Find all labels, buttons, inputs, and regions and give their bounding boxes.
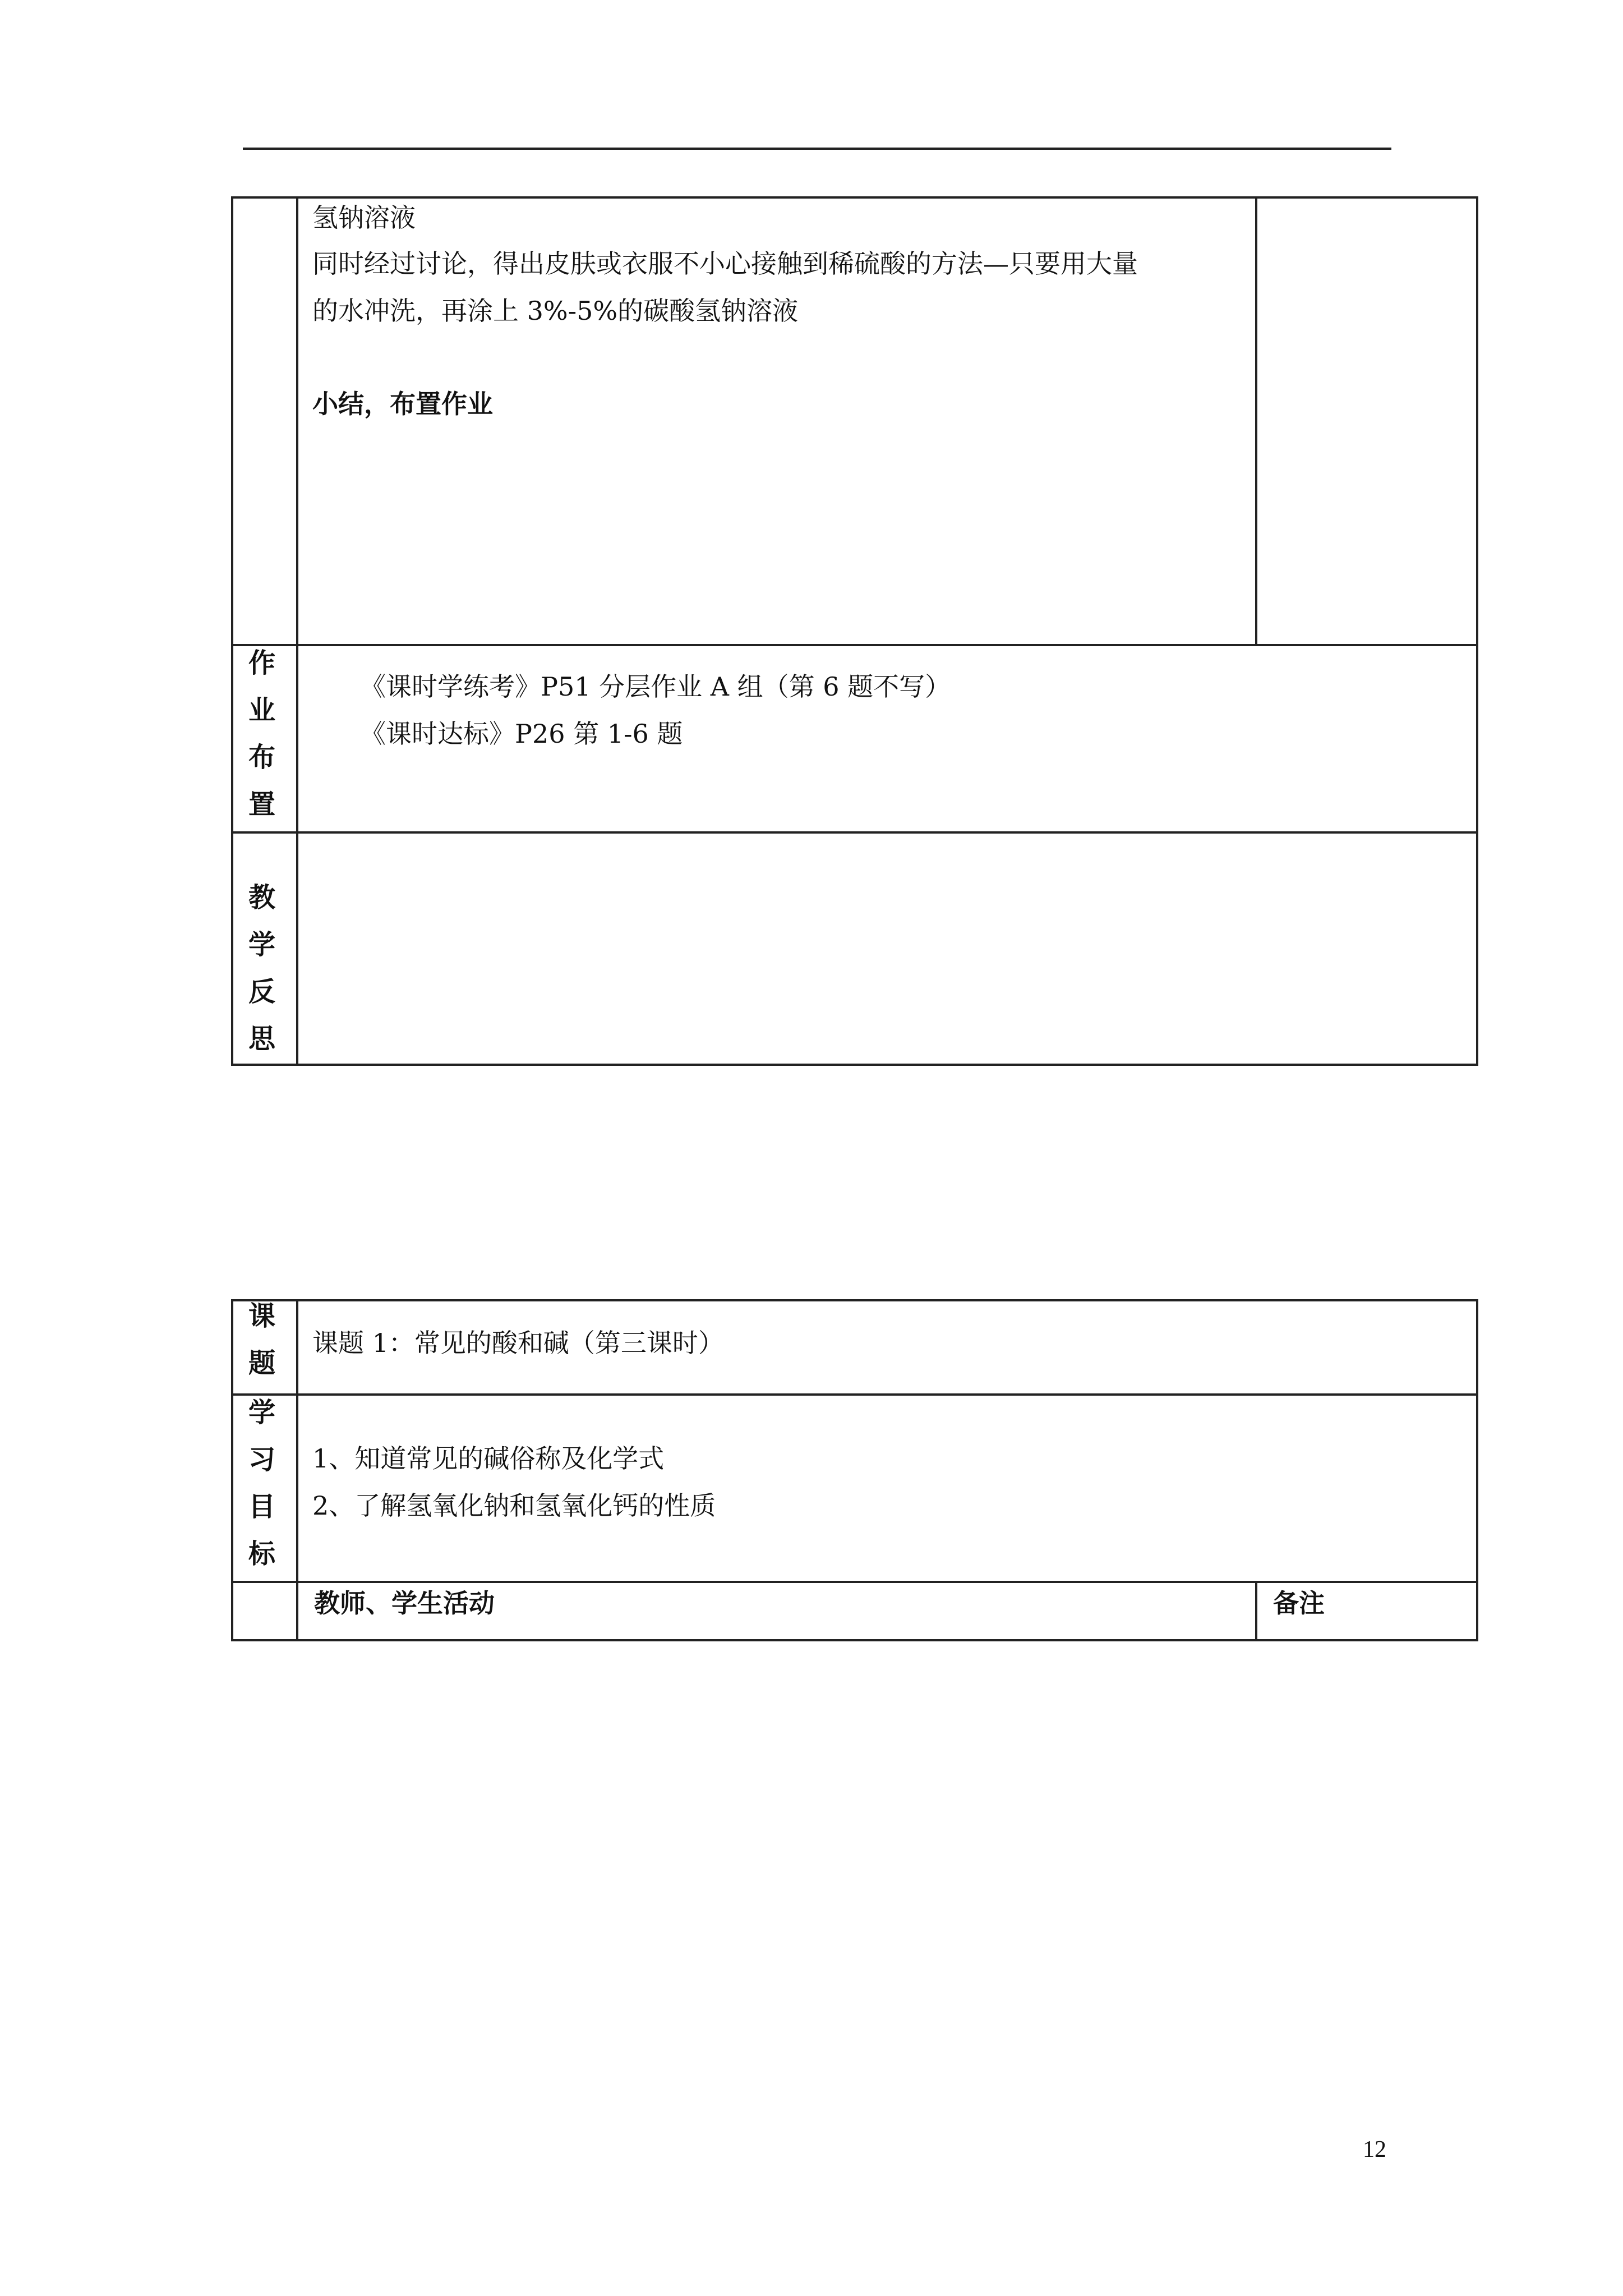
activity-label-cell [231,1581,298,1641]
homework-line: 《课时学练考》P51 分层作业 A 组（第 6 题不写） [360,671,951,702]
left-label-cell [231,196,298,646]
label-char: 教 [248,882,275,913]
continued-text-line: 的水冲洗，再涂上 3%-5%的碳酸氢钠溶液 [312,296,799,326]
reflection-label [248,874,276,1062]
notes-header: 备注 [1273,1588,1325,1618]
goal-item: 2、了解氢氧化钠和氢氧化钙的性质 [312,1490,716,1521]
homework-label [248,639,276,828]
label-char: 置 [248,789,275,820]
notes-cell [1255,196,1478,646]
label-char: 作 [248,647,275,679]
goals-label [248,1389,276,1577]
page-number: 12 [1363,2137,1386,2162]
label-char: 布 [248,742,275,773]
continued-text-line: 氢钠溶液 [312,203,416,233]
label-char: 标 [248,1538,275,1570]
continued-text-line: 同时经过讨论，得出皮肤或衣服不小心接触到稀硫酸的方法—只要用大量 [312,249,1138,279]
topic-value: 课题 1：常见的酸和碱（第三课时） [312,1328,724,1358]
label-char: 题 [248,1347,275,1379]
header-rule [243,148,1391,150]
label-char: 业 [248,694,275,726]
label-char: 思 [248,1023,275,1055]
homework-line: 《课时达标》P26 第 1-6 题 [360,719,683,749]
label-char: 学 [248,1397,275,1428]
label-char: 习 [248,1444,275,1475]
topic-label [248,1292,276,1387]
activity-header: 教师、学生活动 [314,1588,495,1618]
summary-heading: 小结，布置作业 [312,389,493,419]
label-char: 课 [248,1300,275,1332]
label-char: 目 [248,1491,275,1522]
goal-item: 1、知道常见的碱俗称及化学式 [312,1443,665,1474]
reflection-content-cell [296,831,1478,1066]
label-char: 学 [248,929,275,960]
label-char: 反 [248,976,275,1007]
